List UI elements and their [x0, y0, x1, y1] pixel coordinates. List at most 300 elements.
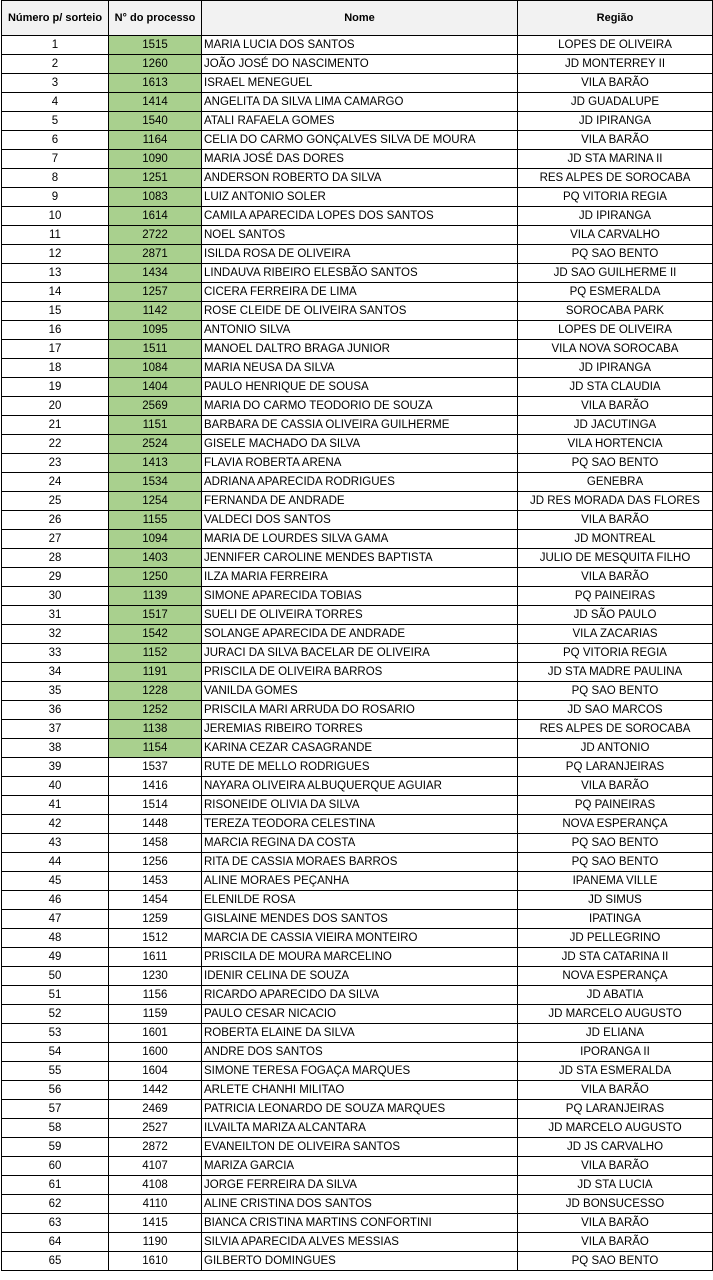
table-row [2, 454, 713, 473]
header-nome: Nome [202, 1, 518, 36]
cell-processo: 1090 [109, 150, 202, 169]
table-row [2, 1195, 713, 1214]
cell-nome: RISONEIDE OLIVIA DA SILVA [202, 796, 518, 815]
table-row [2, 777, 713, 796]
cell-processo: 1250 [109, 568, 202, 587]
cell-regiao: VILA BARÃO [518, 1233, 713, 1252]
table-row [2, 929, 713, 948]
cell-regiao: VILA ZACARIAS [518, 625, 713, 644]
table-row [2, 663, 713, 682]
lottery-table [1, 0, 713, 1271]
cell-nome: ALINE MORAES PEÇANHA [202, 872, 518, 891]
cell-numero: 6 [2, 131, 109, 150]
cell-processo: 1434 [109, 264, 202, 283]
cell-processo: 1611 [109, 948, 202, 967]
cell-numero: 20 [2, 397, 109, 416]
cell-nome: JENNIFER CAROLINE MENDES BAPTISTA [202, 549, 518, 568]
cell-processo: 1155 [109, 511, 202, 530]
cell-nome: ANGELITA DA SILVA LIMA CAMARGO [202, 93, 518, 112]
cell-regiao: PQ VITORIA REGIA [518, 644, 713, 663]
cell-regiao: PQ SAO BENTO [518, 834, 713, 853]
cell-regiao: VILA HORTENCIA [518, 435, 713, 454]
cell-regiao: JD SIMUS [518, 891, 713, 910]
cell-processo: 1534 [109, 473, 202, 492]
table-row [2, 986, 713, 1005]
table-row [2, 739, 713, 758]
cell-regiao: JD MONTERREY II [518, 55, 713, 74]
cell-regiao: PQ SAO BENTO [518, 1252, 713, 1271]
cell-numero: 31 [2, 606, 109, 625]
cell-processo: 1152 [109, 644, 202, 663]
cell-numero: 9 [2, 188, 109, 207]
cell-nome: ANDERSON ROBERTO DA SILVA [202, 169, 518, 188]
table-row [2, 169, 713, 188]
cell-processo: 1604 [109, 1062, 202, 1081]
cell-nome: FLAVIA ROBERTA ARENA [202, 454, 518, 473]
cell-nome: ALINE CRISTINA DOS SANTOS [202, 1195, 518, 1214]
cell-processo: 1095 [109, 321, 202, 340]
cell-numero: 60 [2, 1157, 109, 1176]
cell-processo: 1256 [109, 853, 202, 872]
cell-regiao: PQ SAO BENTO [518, 245, 713, 264]
cell-numero: 52 [2, 1005, 109, 1024]
cell-numero: 26 [2, 511, 109, 530]
cell-regiao: JD STA CLAUDIA [518, 378, 713, 397]
table-row [2, 891, 713, 910]
cell-nome: PRISCILA MARI ARRUDA DO ROSARIO [202, 701, 518, 720]
cell-processo: 4107 [109, 1157, 202, 1176]
cell-numero: 48 [2, 929, 109, 948]
cell-numero: 5 [2, 112, 109, 131]
table-row [2, 910, 713, 929]
table-row [2, 1081, 713, 1100]
cell-regiao: JD IPIRANGA [518, 359, 713, 378]
cell-processo: 1540 [109, 112, 202, 131]
cell-nome: SOLANGE APARECIDA DE ANDRADE [202, 625, 518, 644]
cell-processo: 1190 [109, 1233, 202, 1252]
cell-processo: 4110 [109, 1195, 202, 1214]
cell-nome: ISRAEL MENEGUEL [202, 74, 518, 93]
cell-regiao: PQ ESMERALDA [518, 283, 713, 302]
cell-regiao: JD STA MADRE PAULINA [518, 663, 713, 682]
cell-nome: VALDECI DOS SANTOS [202, 511, 518, 530]
cell-regiao: PQ LARANJEIRAS [518, 758, 713, 777]
cell-numero: 62 [2, 1195, 109, 1214]
cell-processo: 1151 [109, 416, 202, 435]
cell-regiao: VILA CARVALHO [518, 226, 713, 245]
cell-numero: 17 [2, 340, 109, 359]
cell-regiao: JD JACUTINGA [518, 416, 713, 435]
cell-processo: 1164 [109, 131, 202, 150]
cell-nome: GISELE MACHADO DA SILVA [202, 435, 518, 454]
cell-regiao: VILA BARÃO [518, 1157, 713, 1176]
cell-regiao: RES ALPES DE SOROCABA [518, 169, 713, 188]
cell-processo: 1154 [109, 739, 202, 758]
cell-numero: 32 [2, 625, 109, 644]
cell-numero: 53 [2, 1024, 109, 1043]
cell-numero: 58 [2, 1119, 109, 1138]
table-row [2, 397, 713, 416]
cell-numero: 40 [2, 777, 109, 796]
cell-nome: ISILDA ROSA DE OLIVEIRA [202, 245, 518, 264]
table-row [2, 207, 713, 226]
cell-nome: ARLETE CHANHI MILITAO [202, 1081, 518, 1100]
cell-processo: 1251 [109, 169, 202, 188]
cell-regiao: IPATINGA [518, 910, 713, 929]
cell-numero: 22 [2, 435, 109, 454]
table-row [2, 948, 713, 967]
cell-regiao: PQ SAO BENTO [518, 853, 713, 872]
cell-regiao: JD MONTREAL [518, 530, 713, 549]
cell-numero: 42 [2, 815, 109, 834]
cell-numero: 59 [2, 1138, 109, 1157]
cell-numero: 38 [2, 739, 109, 758]
cell-nome: ROBERTA ELAINE DA SILVA [202, 1024, 518, 1043]
cell-regiao: JD STA ESMERALDA [518, 1062, 713, 1081]
cell-processo: 1257 [109, 283, 202, 302]
cell-processo: 2524 [109, 435, 202, 454]
cell-processo: 4108 [109, 1176, 202, 1195]
cell-numero: 3 [2, 74, 109, 93]
cell-nome: ANDRE DOS SANTOS [202, 1043, 518, 1062]
cell-numero: 19 [2, 378, 109, 397]
cell-processo: 1414 [109, 93, 202, 112]
cell-processo: 1228 [109, 682, 202, 701]
cell-numero: 2 [2, 55, 109, 74]
table-row [2, 473, 713, 492]
cell-numero: 51 [2, 986, 109, 1005]
cell-nome: PAULO CESAR NICACIO [202, 1005, 518, 1024]
cell-nome: TEREZA TEODORA CELESTINA [202, 815, 518, 834]
table-row [2, 967, 713, 986]
cell-nome: MARIA DE LOURDES SILVA GAMA [202, 530, 518, 549]
table-row [2, 321, 713, 340]
table-row [2, 302, 713, 321]
table-row [2, 264, 713, 283]
cell-processo: 1537 [109, 758, 202, 777]
cell-nome: BIANCA CRISTINA MARTINS CONFORTINI [202, 1214, 518, 1233]
table-row [2, 1157, 713, 1176]
cell-regiao: VILA BARÃO [518, 511, 713, 530]
table-row [2, 188, 713, 207]
cell-numero: 45 [2, 872, 109, 891]
table-row [2, 226, 713, 245]
cell-regiao: PQ LARANJEIRAS [518, 1100, 713, 1119]
cell-processo: 2469 [109, 1100, 202, 1119]
table-row [2, 1252, 713, 1271]
cell-nome: JORGE FERREIRA DA SILVA [202, 1176, 518, 1195]
table-row [2, 1176, 713, 1195]
cell-nome: ROSE CLEIDE DE OLIVEIRA SANTOS [202, 302, 518, 321]
cell-regiao: NOVA ESPERANÇA [518, 967, 713, 986]
cell-processo: 1260 [109, 55, 202, 74]
cell-processo: 1403 [109, 549, 202, 568]
cell-processo: 2527 [109, 1119, 202, 1138]
cell-numero: 14 [2, 283, 109, 302]
cell-nome: SIMONE APARECIDA TOBIAS [202, 587, 518, 606]
cell-regiao: JD SÃO PAULO [518, 606, 713, 625]
cell-regiao: JD ABATIA [518, 986, 713, 1005]
cell-processo: 1515 [109, 36, 202, 55]
cell-numero: 23 [2, 454, 109, 473]
cell-nome: JOÃO JOSÉ DO NASCIMENTO [202, 55, 518, 74]
cell-processo: 1512 [109, 929, 202, 948]
cell-regiao: JD MARCELO AUGUSTO [518, 1005, 713, 1024]
cell-numero: 24 [2, 473, 109, 492]
cell-regiao: VILA BARÃO [518, 131, 713, 150]
cell-nome: MARCIA DE CASSIA VIEIRA MONTEIRO [202, 929, 518, 948]
cell-numero: 18 [2, 359, 109, 378]
table-row [2, 587, 713, 606]
cell-numero: 15 [2, 302, 109, 321]
cell-nome: RITA DE CASSIA MORAES BARROS [202, 853, 518, 872]
cell-nome: ILZA MARIA FERREIRA [202, 568, 518, 587]
cell-processo: 1191 [109, 663, 202, 682]
cell-numero: 35 [2, 682, 109, 701]
cell-numero: 30 [2, 587, 109, 606]
table-row [2, 1100, 713, 1119]
cell-regiao: VILA BARÃO [518, 777, 713, 796]
cell-processo: 1453 [109, 872, 202, 891]
cell-regiao: JD SAO MARCOS [518, 701, 713, 720]
cell-numero: 29 [2, 568, 109, 587]
cell-numero: 13 [2, 264, 109, 283]
cell-processo: 2722 [109, 226, 202, 245]
cell-nome: ATALI RAFAELA GOMES [202, 112, 518, 131]
cell-regiao: NOVA ESPERANÇA [518, 815, 713, 834]
table-row [2, 1119, 713, 1138]
cell-nome: NOEL SANTOS [202, 226, 518, 245]
cell-numero: 43 [2, 834, 109, 853]
table-row [2, 93, 713, 112]
cell-processo: 2872 [109, 1138, 202, 1157]
table-row [2, 492, 713, 511]
cell-nome: GISLAINE MENDES DOS SANTOS [202, 910, 518, 929]
cell-regiao: IPANEMA VILLE [518, 872, 713, 891]
table-row [2, 435, 713, 454]
cell-nome: MARIA JOSÉ DAS DORES [202, 150, 518, 169]
table-row [2, 815, 713, 834]
cell-regiao: VILA NOVA SOROCABA [518, 340, 713, 359]
cell-numero: 65 [2, 1252, 109, 1271]
cell-processo: 1458 [109, 834, 202, 853]
cell-numero: 11 [2, 226, 109, 245]
cell-processo: 1139 [109, 587, 202, 606]
cell-processo: 1142 [109, 302, 202, 321]
table-row [2, 112, 713, 131]
table-row [2, 1024, 713, 1043]
cell-processo: 2569 [109, 397, 202, 416]
cell-nome: JEREMIAS RIBEIRO TORRES [202, 720, 518, 739]
table-row [2, 1062, 713, 1081]
table-row [2, 872, 713, 891]
cell-processo: 1511 [109, 340, 202, 359]
cell-processo: 1230 [109, 967, 202, 986]
cell-nome: RUTE DE MELLO RODRIGUES [202, 758, 518, 777]
table-row [2, 720, 713, 739]
cell-processo: 1259 [109, 910, 202, 929]
cell-numero: 36 [2, 701, 109, 720]
cell-nome: PRISCILA DE OLIVEIRA BARROS [202, 663, 518, 682]
cell-nome: FERNANDA DE ANDRADE [202, 492, 518, 511]
cell-regiao: PQ SAO BENTO [518, 454, 713, 473]
table-row [2, 530, 713, 549]
cell-processo: 1517 [109, 606, 202, 625]
cell-regiao: RES ALPES DE SOROCABA [518, 720, 713, 739]
table-row [2, 416, 713, 435]
cell-regiao: JD STA CATARINA II [518, 948, 713, 967]
cell-regiao: LOPES DE OLIVEIRA [518, 36, 713, 55]
table-row [2, 853, 713, 872]
cell-numero: 55 [2, 1062, 109, 1081]
cell-processo: 1415 [109, 1214, 202, 1233]
cell-nome: PAULO HENRIQUE DE SOUSA [202, 378, 518, 397]
table-row [2, 131, 713, 150]
cell-numero: 25 [2, 492, 109, 511]
cell-numero: 7 [2, 150, 109, 169]
cell-numero: 64 [2, 1233, 109, 1252]
cell-regiao: JULIO DE MESQUITA FILHO [518, 549, 713, 568]
table-row [2, 378, 713, 397]
cell-processo: 1542 [109, 625, 202, 644]
table-row [2, 796, 713, 815]
table-row [2, 340, 713, 359]
header-row [2, 1, 713, 36]
cell-processo: 2871 [109, 245, 202, 264]
cell-regiao: PQ PAINEIRAS [518, 796, 713, 815]
cell-nome: ELENILDE ROSA [202, 891, 518, 910]
cell-nome: BARBARA DE CASSIA OLIVEIRA GUILHERME [202, 416, 518, 435]
cell-nome: MARIA NEUSA DA SILVA [202, 359, 518, 378]
cell-regiao: JD ANTONIO [518, 739, 713, 758]
cell-regiao: VILA BARÃO [518, 1214, 713, 1233]
cell-regiao: VILA BARÃO [518, 1081, 713, 1100]
cell-regiao: JD BONSUCESSO [518, 1195, 713, 1214]
cell-regiao: VILA BARÃO [518, 397, 713, 416]
cell-processo: 1416 [109, 777, 202, 796]
cell-nome: SUELI DE OLIVEIRA TORRES [202, 606, 518, 625]
cell-nome: ANTONIO SILVA [202, 321, 518, 340]
cell-nome: CELIA DO CARMO GONÇALVES SILVA DE MOURA [202, 131, 518, 150]
cell-processo: 1613 [109, 74, 202, 93]
cell-processo: 1254 [109, 492, 202, 511]
cell-nome: MANOEL DALTRO BRAGA JUNIOR [202, 340, 518, 359]
cell-numero: 44 [2, 853, 109, 872]
cell-nome: JURACI DA SILVA BACELAR DE OLIVEIRA [202, 644, 518, 663]
cell-regiao: JD PELLEGRINO [518, 929, 713, 948]
table-row [2, 834, 713, 853]
table-row [2, 55, 713, 74]
cell-regiao: SOROCABA PARK [518, 302, 713, 321]
header-regiao: Região [518, 1, 713, 36]
cell-regiao: JD RES MORADA DAS FLORES [518, 492, 713, 511]
cell-regiao: JD STA LUCIA [518, 1176, 713, 1195]
cell-numero: 46 [2, 891, 109, 910]
cell-regiao: JD ELIANA [518, 1024, 713, 1043]
cell-processo: 1094 [109, 530, 202, 549]
table-row [2, 359, 713, 378]
cell-numero: 33 [2, 644, 109, 663]
cell-nome: KARINA CEZAR CASAGRANDE [202, 739, 518, 758]
cell-processo: 1084 [109, 359, 202, 378]
table-row [2, 74, 713, 93]
table-row [2, 150, 713, 169]
cell-numero: 12 [2, 245, 109, 264]
cell-nome: MARIA DO CARMO TEODORIO DE SOUZA [202, 397, 518, 416]
cell-nome: CAMILA APARECIDA LOPES DOS SANTOS [202, 207, 518, 226]
cell-numero: 28 [2, 549, 109, 568]
cell-numero: 4 [2, 93, 109, 112]
cell-regiao: PQ VITORIA REGIA [518, 188, 713, 207]
cell-regiao: IPORANGA II [518, 1043, 713, 1062]
cell-processo: 1156 [109, 986, 202, 1005]
table-row [2, 758, 713, 777]
cell-processo: 1600 [109, 1043, 202, 1062]
header-processo: N° do processo [109, 1, 202, 36]
cell-nome: SIMONE TERESA FOGAÇA MARQUES [202, 1062, 518, 1081]
table-row [2, 606, 713, 625]
cell-nome: RICARDO APARECIDO DA SILVA [202, 986, 518, 1005]
cell-nome: VANILDA GOMES [202, 682, 518, 701]
table-body [2, 36, 713, 1271]
cell-processo: 1442 [109, 1081, 202, 1100]
cell-nome: MARIZA GARCIA [202, 1157, 518, 1176]
cell-numero: 50 [2, 967, 109, 986]
cell-regiao: JD GUADALUPE [518, 93, 713, 112]
table-row [2, 701, 713, 720]
cell-regiao: PQ PAINEIRAS [518, 587, 713, 606]
cell-numero: 39 [2, 758, 109, 777]
cell-nome: GILBERTO DOMINGUES [202, 1252, 518, 1271]
cell-nome: NAYARA OLIVEIRA ALBUQUERQUE AGUIAR [202, 777, 518, 796]
table-row [2, 625, 713, 644]
table-row [2, 283, 713, 302]
cell-processo: 1610 [109, 1252, 202, 1271]
table-row [2, 1138, 713, 1157]
cell-regiao: PQ SAO BENTO [518, 682, 713, 701]
table-row [2, 644, 713, 663]
cell-nome: PRISCILA DE MOURA MARCELINO [202, 948, 518, 967]
cell-processo: 1083 [109, 188, 202, 207]
cell-nome: LUIZ ANTONIO SOLER [202, 188, 518, 207]
cell-regiao: VILA BARÃO [518, 568, 713, 587]
cell-numero: 1 [2, 36, 109, 55]
cell-processo: 1252 [109, 701, 202, 720]
cell-numero: 16 [2, 321, 109, 340]
cell-nome: MARIA LUCIA DOS SANTOS [202, 36, 518, 55]
cell-nome: SILVIA APARECIDA ALVES MESSIAS [202, 1233, 518, 1252]
cell-regiao: GENEBRA [518, 473, 713, 492]
cell-regiao: VILA BARÃO [518, 74, 713, 93]
cell-processo: 1601 [109, 1024, 202, 1043]
cell-numero: 54 [2, 1043, 109, 1062]
cell-nome: MARCIA REGINA DA COSTA [202, 834, 518, 853]
cell-processo: 1413 [109, 454, 202, 473]
table-row [2, 549, 713, 568]
cell-processo: 1159 [109, 1005, 202, 1024]
cell-numero: 47 [2, 910, 109, 929]
cell-numero: 34 [2, 663, 109, 682]
cell-numero: 49 [2, 948, 109, 967]
header-numero: Número p/ sorteio [2, 1, 109, 36]
cell-processo: 1614 [109, 207, 202, 226]
table-row [2, 511, 713, 530]
cell-regiao: JD SAO GUILHERME II [518, 264, 713, 283]
cell-numero: 27 [2, 530, 109, 549]
cell-regiao: JD IPIRANGA [518, 112, 713, 131]
cell-regiao: JD JS CARVALHO [518, 1138, 713, 1157]
table-row [2, 1043, 713, 1062]
